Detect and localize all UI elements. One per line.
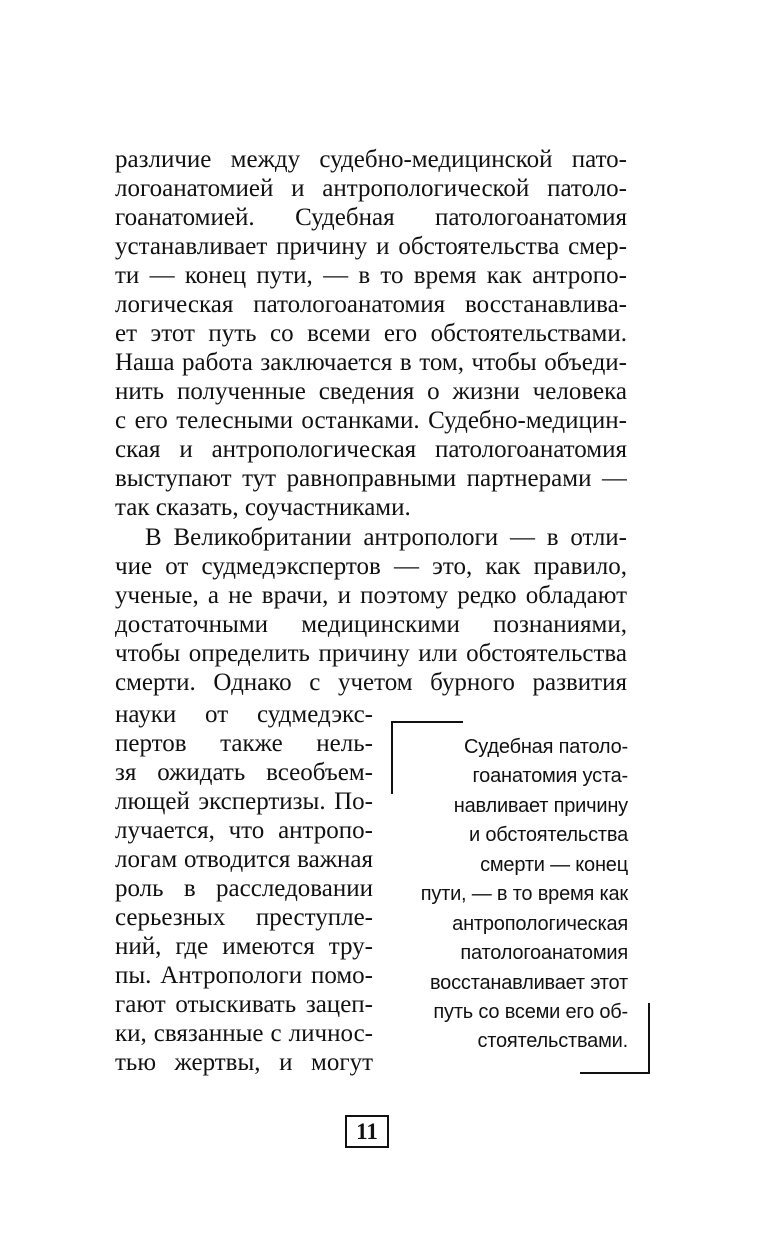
text-line: устанавливает причину и обстоятельства смер- <box>115 233 627 260</box>
text-line: ки, связанные с личнос- <box>115 1020 373 1047</box>
pull-quote-line: стоятельствами. <box>477 1030 628 1052</box>
text-line: зя ожидать всеобъем- <box>115 759 373 786</box>
text-line: серьезных преступле- <box>115 904 373 931</box>
text-line: чие от судмедэкспертов — это, как правило, <box>115 553 627 580</box>
text-line: чтобы определить причину или обстоятельства <box>115 640 627 667</box>
pull-quote-line: антропологическая <box>452 913 628 935</box>
text-line: ученые, а не врачи, и поэтому редко обладают <box>115 582 627 609</box>
text-line: ти — конец пути, — в то время как антропо- <box>115 262 627 289</box>
text-line: роль в расследовании <box>115 875 373 902</box>
pull-quote-line: смерти — конец <box>480 854 628 876</box>
pull-quote-line: гоанатомия уста- <box>472 765 628 787</box>
text-line: Наша работа заключается в том, чтобы объеди- <box>115 349 627 376</box>
text-line: гают отыскивать зацеп- <box>115 991 373 1018</box>
text-line: достаточными медицинскими познаниями, <box>115 611 627 638</box>
pull-quote-line: Судебная патоло- <box>464 736 628 758</box>
text-line: ская и антропологическая патологоанатомия <box>115 436 627 463</box>
pull-quote-left-rule <box>391 721 393 794</box>
text-line: лющей экспертизы. По- <box>115 788 373 815</box>
pull-quote-right-rule <box>648 1003 650 1074</box>
text-line: логическая патологоанатомия восстанавлива- <box>115 291 627 318</box>
text-line: гоанатомией. Судебная патологоанатомия <box>115 204 627 231</box>
pull-quote-line: восстанавливает этот <box>429 972 628 994</box>
text-line: выступают тут равноправными партнерами — <box>115 465 627 492</box>
text-line: ет этот путь со всеми его обстоятельствами. <box>115 320 627 347</box>
text-line: пы. Антропологи помо- <box>115 962 373 989</box>
text-line: с его телесными останками. Судебно-медицин- <box>115 407 627 434</box>
text-line: науки от судмедэкс- <box>115 701 373 728</box>
page-number: 11 <box>345 1115 389 1148</box>
text-line: логам отводится важная <box>115 846 373 873</box>
text-line: ний, где имеются тру- <box>115 933 373 960</box>
text-line: логоанатомией и антропологической патоло- <box>115 175 627 202</box>
text-line: лучается, что антропо- <box>115 817 373 844</box>
paragraph-first-line: В Великобритании антропологи — в отли- <box>145 524 627 551</box>
text-line: тью жертвы, и могут <box>115 1049 373 1076</box>
pull-quote-line: путь со всеми его об- <box>433 1001 628 1023</box>
text-line: так сказать, соучастниками. <box>115 494 411 521</box>
pull-quote-top-rule <box>391 721 463 723</box>
text-line: смерти. Однако с учетом бурного развития <box>115 669 627 696</box>
pull-quote-bottom-rule <box>580 1072 650 1074</box>
pull-quote-line: навливает причину <box>453 795 628 817</box>
text-line: пертов также нель- <box>115 730 373 757</box>
pull-quote-line: и обстоятельства <box>469 824 628 846</box>
pull-quote-line: пути, — в то время как <box>420 883 628 905</box>
text-line: различие между судебно-медицинской пато- <box>115 146 627 173</box>
pull-quote-line: патологоанатомия <box>460 942 628 964</box>
text-line: нить полученные сведения о жизни человека <box>115 378 627 405</box>
